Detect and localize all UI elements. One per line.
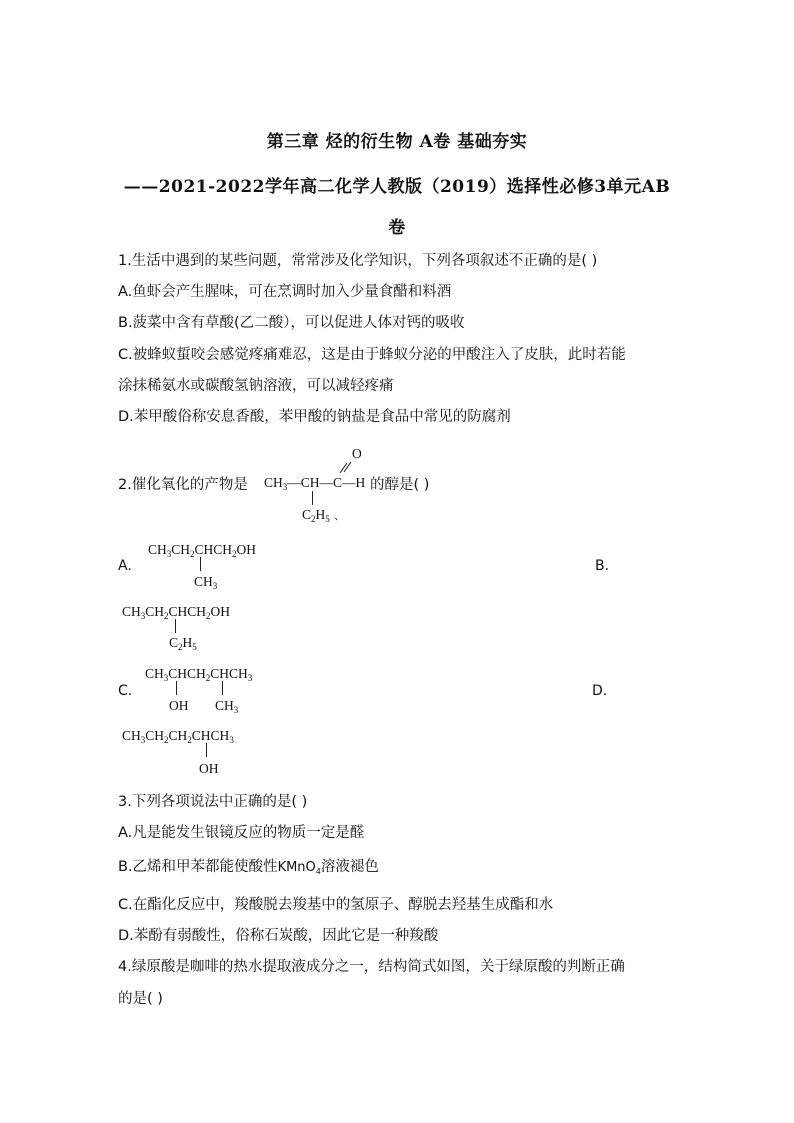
q2-label-b: B.	[595, 558, 610, 574]
q3-option-c: C.在酯化反应中，羧酸脱去羧基中的氢原子、醇脱去羟基生成酯和水	[118, 897, 554, 913]
q1-option-c-cont: 涂抹稀氨水或碳酸氢钠溶液，可以减轻疼痛	[118, 378, 394, 394]
page-subtitle-cont: 卷	[388, 218, 406, 238]
q3-option-b-post: 溶液褪色	[320, 859, 379, 875]
q2-option-b-main: $CH_3CH_2CHCH_2OH$	[122, 604, 231, 621]
q3-stem: 3.下列各项说法中正确的是( )	[118, 794, 308, 810]
q2-stem-post: 的醇是( )	[370, 477, 430, 493]
q1-option-a: A.鱼虾会产生腥味，可在烹调时加入少量食醋和料酒	[118, 284, 452, 300]
q1-option-b: B.菠菜中含有草酸(乙二酸），可以促进人体对钙的吸收	[118, 315, 465, 331]
q2-option-c-bond-2	[222, 681, 223, 695]
q2-option-d-sub: OH	[199, 761, 219, 776]
q2-product-branch-bond	[312, 491, 313, 505]
q2-option-b-sub: $C_2H_5$	[169, 635, 197, 652]
q3-option-a: A.凡是能发生银镜反应的物质一定是醛	[118, 825, 365, 841]
q2-option-c-main: $CH_3CHCH_2CHCH_3$	[145, 666, 253, 683]
page-title: 第三章 烃的衍生物 A卷 基础夯实	[266, 132, 528, 152]
q2-product-formula: $CH_3—CH—C—H$	[264, 475, 366, 492]
q2-option-a-main: $CH_3CH_2CHCH_2OH$	[148, 542, 257, 559]
q2-product-o: O	[352, 446, 362, 461]
q2-label-a: A.	[118, 558, 132, 574]
q2-option-d-bond	[206, 743, 207, 757]
q1-option-d: D.苯甲酸俗称安息香酸，苯甲酸的钠盐是食品中常见的防腐剂	[118, 409, 511, 425]
q2-option-a-sub: $CH_3$	[194, 574, 218, 591]
q2-option-b-bond	[175, 619, 176, 633]
q3-option-b-formula: KMnO$_4$	[277, 860, 321, 876]
q2-option-c-bond-1	[176, 681, 177, 695]
q2-stem-pre: 2.催化氧化的产物是	[118, 477, 248, 493]
q3-option-b-pre: B.乙烯和甲苯都能使酸性	[118, 859, 278, 875]
q2-product-sub: $C_2H_5$	[302, 507, 330, 524]
q2-option-c-sub-2: $CH_3$	[215, 698, 239, 715]
q3-option-b	[118, 855, 379, 876]
page-subtitle: ——2021-2022学年高二化学人教版（2019）选择性必修3单元AB	[123, 177, 671, 197]
q2-option-a-bond	[200, 557, 201, 571]
q2-label-d: D.	[592, 683, 608, 699]
q1-option-c: C.被蜂蚁蜇咬会感觉疼痛难忍，这是由于蜂蚁分泌的甲酸注入了皮肤，此时若能	[118, 347, 626, 363]
q3-option-d: D.苯酚有弱酸性，俗称石炭酸，因此它是一种羧酸	[118, 928, 439, 944]
q1-stem: 1.生活中遇到的某些问题，常常涉及化学知识，下列各项叙述不正确的是( )	[118, 253, 598, 269]
q2-option-d-main: $CH_3CH_2CH_2CHCH_3$	[122, 728, 234, 745]
q2-label-c: C.	[118, 683, 133, 699]
q2-product-tail: 、	[334, 510, 345, 522]
q2-option-c-sub-1: OH	[169, 698, 189, 713]
q4-stem: 4.绿原酸是咖啡的热水提取液成分之一，结构简式如图，关于绿原酸的判断正确	[118, 959, 625, 975]
q4-stem-cont: 的是( )	[118, 991, 163, 1007]
